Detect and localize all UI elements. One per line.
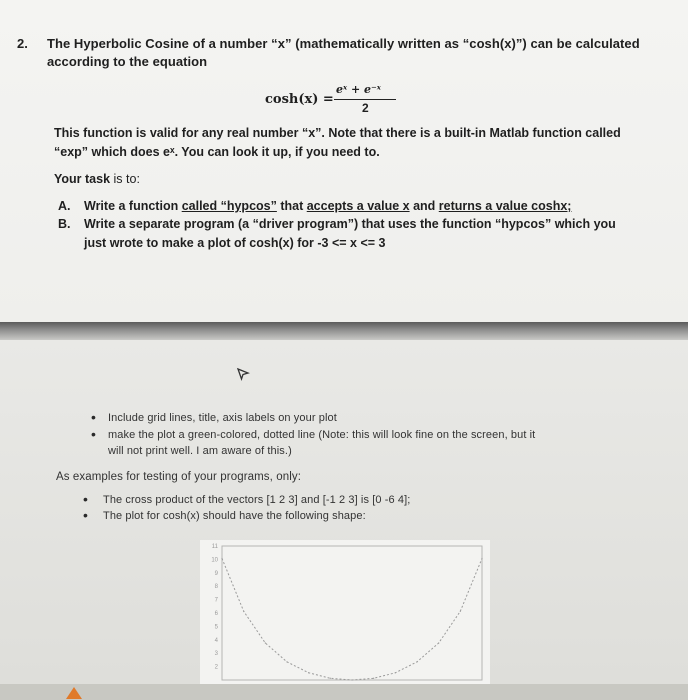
question-line-1: The Hyperbolic Cosine of a number “x” (mathematically written as “cosh(x)”) can be calculated: [47, 36, 640, 51]
task-heading-rest: is to:: [110, 172, 140, 186]
examples-heading: As examples for testing of your programs, only:: [56, 471, 302, 483]
page-divider: [0, 322, 688, 340]
data-point: [330, 678, 331, 679]
y-tick-label: 10: [211, 557, 218, 564]
bullet-line-2: make the plot a green-colored, dotted line (Note: this will look fine on the screen, but it: [108, 429, 536, 441]
y-tick-label: 9: [214, 570, 218, 577]
example-item-1: The cross product of the vectors [1 2 3] and [-1 2 3] is [0 -6 4];: [103, 494, 411, 506]
task-item-a: [84, 199, 571, 213]
bullet-dot: •: [83, 491, 88, 507]
bullet-dot: •: [91, 409, 96, 425]
cosh-plot: [200, 540, 490, 684]
task-item-letter: B.: [58, 217, 71, 231]
task-item-a-link1: called “hypcos”: [181, 199, 277, 213]
intro-line-2: “exp” which does eˣ. You can look it up, if you need to.: [54, 145, 380, 159]
task-item-a-mid: that: [276, 199, 307, 213]
question-line-2: according to the equation: [47, 54, 208, 69]
cursor-icon: [236, 367, 250, 381]
task-item-a-pre: Write a function: [84, 199, 182, 213]
task-item-letter: A.: [58, 199, 71, 213]
bullet-line-1: Include grid lines, title, axis labels on your plot: [108, 412, 337, 424]
bullet-line-3: will not print well. I am aware of this.): [108, 445, 292, 457]
task-item-a-mid2: and: [409, 199, 439, 213]
plot-background: [200, 540, 490, 684]
y-tick-label: 6: [214, 611, 218, 617]
intro-line-1: This function is valid for any real number “x”. Note that there is a built-in Matlab function called: [54, 126, 621, 140]
taskbar: [0, 684, 688, 700]
formula-lhs: cosh(x) =: [265, 92, 334, 107]
task-item-b-line-1: Write a separate program (a “driver program”) that uses the function “hypcos” which you: [84, 217, 616, 231]
y-tick-label: 5: [214, 624, 218, 631]
y-tick-label: 3: [214, 651, 218, 658]
bullet-dot: •: [83, 507, 88, 523]
task-item-a-link2: accepts a value x: [306, 199, 410, 213]
task-heading: [54, 172, 140, 186]
task-item-b-line-2: just wrote to make a plot of cosh(x) for -3 <= x <= 3: [84, 236, 386, 250]
example-item-2: The plot for cosh(x) should have the following shape:: [103, 510, 366, 522]
y-tick-label: 2: [214, 664, 218, 671]
fraction-bar: [334, 99, 396, 100]
task-item-a-link3: returns a value coshx;: [438, 199, 572, 213]
y-tick-label: 8: [214, 584, 218, 591]
question-number: 2.: [17, 36, 28, 51]
app-icon[interactable]: [66, 687, 82, 699]
formula-numerator: eˣ + e⁻ˣ: [336, 83, 381, 96]
formula-denominator: 2: [362, 101, 369, 115]
y-tick-label: 4: [214, 637, 218, 644]
task-heading-bold: Your task: [54, 172, 111, 186]
y-tick-label: 7: [214, 597, 218, 604]
bullet-dot: •: [91, 426, 96, 442]
y-tick-label: 11: [211, 544, 218, 550]
